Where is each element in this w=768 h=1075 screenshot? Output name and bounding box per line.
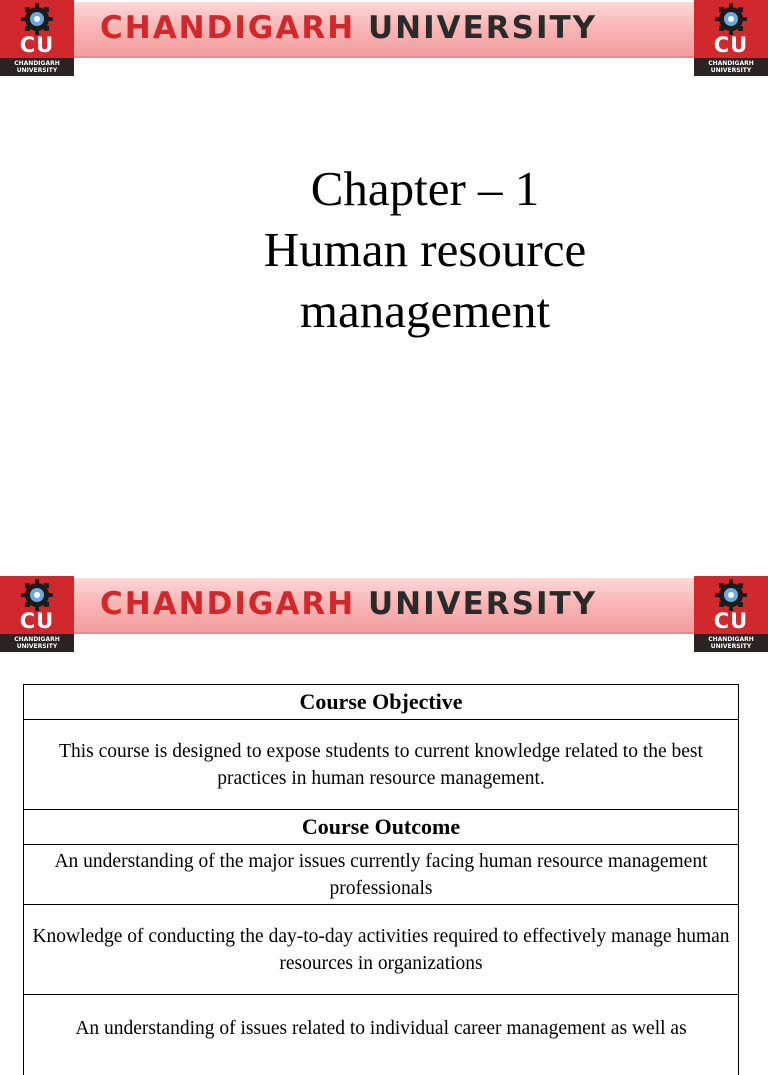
logo-abbrev: CU — [713, 609, 749, 633]
university-banner — [0, 0, 768, 76]
course-outcome-item: An understanding of issues related to individual career management as well as — [75, 1018, 687, 1039]
chapter-title — [140, 158, 710, 341]
course-objective-text: This course is designed to expose students to current knowledge related to the best practices in human resource management. — [24, 720, 738, 810]
university-logo-right — [694, 576, 768, 652]
logo-abbrev: CU — [713, 33, 749, 57]
university-name — [100, 584, 597, 624]
gear-emblem-icon — [14, 578, 60, 612]
chapter-title-line1: Chapter – 1 — [310, 161, 540, 216]
course-outcome-item: Knowledge of conducting the day-to-day activities required to effectively manage human resources in organizations — [24, 905, 738, 995]
university-logo-left — [0, 576, 74, 652]
logo-abbrev: CU — [19, 33, 55, 57]
course-outcome-item: An understanding of the major issues currently facing human resource management professionals — [24, 845, 738, 905]
university-logo-left — [0, 0, 74, 76]
logo-subtitle: CHANDIGARH UNIVERSITY — [694, 58, 768, 76]
logo-subtitle: CHANDIGARH UNIVERSITY — [0, 58, 74, 76]
university-banner — [0, 576, 768, 652]
chapter-title-line3: management — [299, 283, 551, 338]
university-name-part1: CHANDIGARH — [100, 10, 356, 46]
university-name — [100, 8, 597, 48]
logo-subtitle: CHANDIGARH UNIVERSITY — [694, 634, 768, 652]
gear-emblem-icon — [708, 578, 754, 612]
university-name-part1: CHANDIGARH — [100, 586, 356, 622]
course-table — [23, 684, 739, 1075]
gear-emblem-icon — [14, 2, 60, 36]
course-outcome-header: Course Outcome — [24, 810, 738, 845]
chapter-title-line2: Human resource — [263, 222, 587, 277]
university-name-part2: UNIVERSITY — [367, 586, 598, 622]
university-logo-right — [694, 0, 768, 76]
logo-subtitle: CHANDIGARH UNIVERSITY — [0, 634, 74, 652]
logo-abbrev: CU — [19, 609, 55, 633]
course-objective-header: Course Objective — [24, 685, 738, 720]
gear-emblem-icon — [708, 2, 754, 36]
university-name-part2: UNIVERSITY — [367, 10, 598, 46]
